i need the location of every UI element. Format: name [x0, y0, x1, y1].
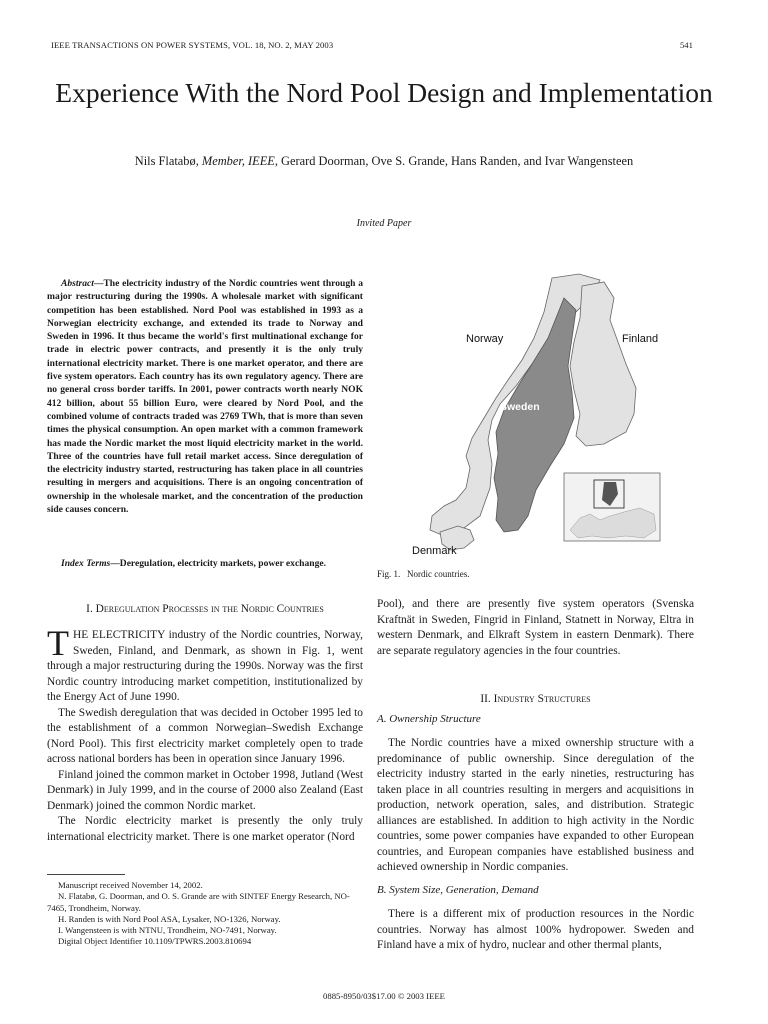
section-1-title: Deregulation Processes in the Nordic Countries — [95, 603, 324, 615]
footnote-rule — [47, 874, 125, 875]
nordic-map-figure — [404, 268, 704, 560]
author-list: Nils Flatabø, Member, IEEE, Gerard Doorman, Ove S. Grande, Hans Randen, and Ivar Wangensteen — [134, 154, 634, 168]
paragraph — [47, 623, 363, 706]
label-finland: Finland — [622, 333, 659, 345]
drop-cap: T — [47, 623, 69, 663]
subsection-b-heading: B. System Size, Generation, Demand — [377, 884, 539, 896]
footnote: H. Randen is with Nord Pool ASA, Lysaker, NO-1326, Norway. — [58, 913, 281, 924]
abstract — [47, 277, 363, 516]
section-2-title: Industry Structures — [493, 693, 591, 705]
paragraph-text: industry of the Nordic countries, Norway, Sweden, Finland, and Denmark, as shown in Fig. 1, went through a major restructuring during the 1990s. Norway was the first Nordic country introducing market competition, institutionalized by the Energy Act of June 1990. — [47, 629, 363, 703]
section-1-numeral: I. — [86, 603, 96, 615]
lead-words: HE ELECTRICITY — [73, 629, 165, 641]
figure-label: Fig. 1. — [377, 569, 401, 579]
label-norway: Norway — [466, 333, 504, 345]
index-terms — [47, 557, 363, 570]
paragraph: The Nordic countries have a mixed ownership structure with a predominance of public ownership. Since deregulation of the electricity industry started in the early nineties, restructuring has taken place in all countries resulting in mergers and acquisitions in production, network operation, sales, and distribution. Strategic alliances are established. In addition to high activity in the Nordic countries, some power companies have expanded to other European countries, and European companies have established business and achieved ownership in Nordic companies. — [377, 737, 694, 873]
footnote: N. Flatabø, G. Doorman, and O. S. Grande are with SINTEF Energy Research, NO-7465, Trondheim, Norway. — [47, 891, 350, 913]
figure-caption-text: Nordic countries. — [407, 569, 470, 579]
copyright-footer: 0885-8950/03$17.00 © 2003 IEEE — [323, 991, 445, 1001]
abstract-text: —The electricity industry of the Nordic countries went through a major restructuring during the 1990s. A wholesale market with significant competition has been established. Nord Pool was established in 1993 as a Norwegian electricity exchange, and extended its trade to Norway and Sweden in 1996. It thus became the world's first multinational exchange for trade in electric power contracts, and presently it is the only truly international electricity market. There is one market operator, and there are five system operators. Each country has its own regulatory agency. There are no general cross border tariffs. In 2001, power contracts worth nearly NOK 412 billion, about 55 billion Euro, were cleared by Nord Pool, and the combined volume of contracts traded was 2769 TWh, that is more than seven times the physical consumption. An open market with a common framework has made the Nordic market the most liquid electricity market in the world. Three of the countries have full retail market access. Since deregulation of the electricity industry started, restructuring has taken place in all countries resulting in mergers and acquisitions. There is an ongoing concentration of ownership in the wholesale market, and the concentration of the production side causes concern. — [47, 278, 363, 516]
label-denmark: Denmark — [412, 545, 457, 557]
footnotes — [47, 880, 363, 948]
paper-title: Experience With the Nord Pool Design and Implementation — [55, 77, 713, 108]
section-1-heading — [47, 603, 363, 615]
footnote: I. Wangensteen is with NTNU, Trondheim, NO-7491, Norway. — [58, 925, 277, 936]
paper-type: Invited Paper — [356, 218, 412, 229]
footnote: Digital Object Identifier 10.1109/TPWRS.2003.810694 — [58, 936, 252, 947]
section-1-body-continued — [377, 597, 694, 659]
abstract-lead: Abstract — [61, 278, 94, 289]
index-terms-lead: Index Terms — [61, 558, 111, 569]
author-membership: Member, IEEE — [201, 154, 275, 168]
page-number: 541 — [680, 40, 693, 50]
author-first: Nils Flatabø — [134, 154, 196, 168]
subsection-b-body — [377, 907, 694, 954]
paragraph: Pool), and there are presently five system operators (Svenska Kraftnät in Sweden, Fingrid in Finland, Statnett in Norway, Eltra in western Denmark, and Elkraft System in eastern Denmark). There are separate regulatory agencies in the four countries. — [377, 598, 694, 657]
label-sweden: Sweden — [500, 401, 540, 413]
figure-caption — [377, 569, 470, 579]
section-1-body — [47, 623, 363, 845]
subsection-a-body — [377, 736, 694, 876]
paragraph: There is a different mix of production resources in the Nordic countries. Norway has almost 100% hydropower. Sweden and Finland have a mix of hydro, nuclear and other thermal plants, — [377, 908, 694, 951]
index-terms-text: —Deregulation, electricity markets, power exchange. — [110, 558, 326, 569]
section-2-numeral: II. — [480, 693, 494, 705]
subsection-a-heading: A. Ownership Structure — [377, 713, 481, 725]
author-rest: , Gerard Doorman, Ove S. Grande, Hans Randen, and Ivar Wangensteen — [274, 154, 634, 168]
paragraph: The Nordic electricity market is presently the only truly international electricity market. There is one market operator (Nord — [47, 815, 363, 843]
section-2-heading — [377, 693, 694, 705]
paragraph: Finland joined the common market in October 1998, Jutland (West Denmark) in July 1999, and in the course of 2000 also Zealand (East Denmark) joined the common Nordic market. — [47, 768, 363, 812]
paragraph: The Swedish deregulation that was decided in October 1995 led to the establishment of a common Norwegian–Swedish Exchange (Nord Pool). This first electricity market completely open to trade across national borders has been in operation since January 1996. — [47, 706, 363, 765]
running-header: IEEE TRANSACTIONS ON POWER SYSTEMS, VOL. 18, NO. 2, MAY 2003 — [51, 40, 334, 50]
footnote: Manuscript received November 14, 2002. — [58, 880, 203, 890]
